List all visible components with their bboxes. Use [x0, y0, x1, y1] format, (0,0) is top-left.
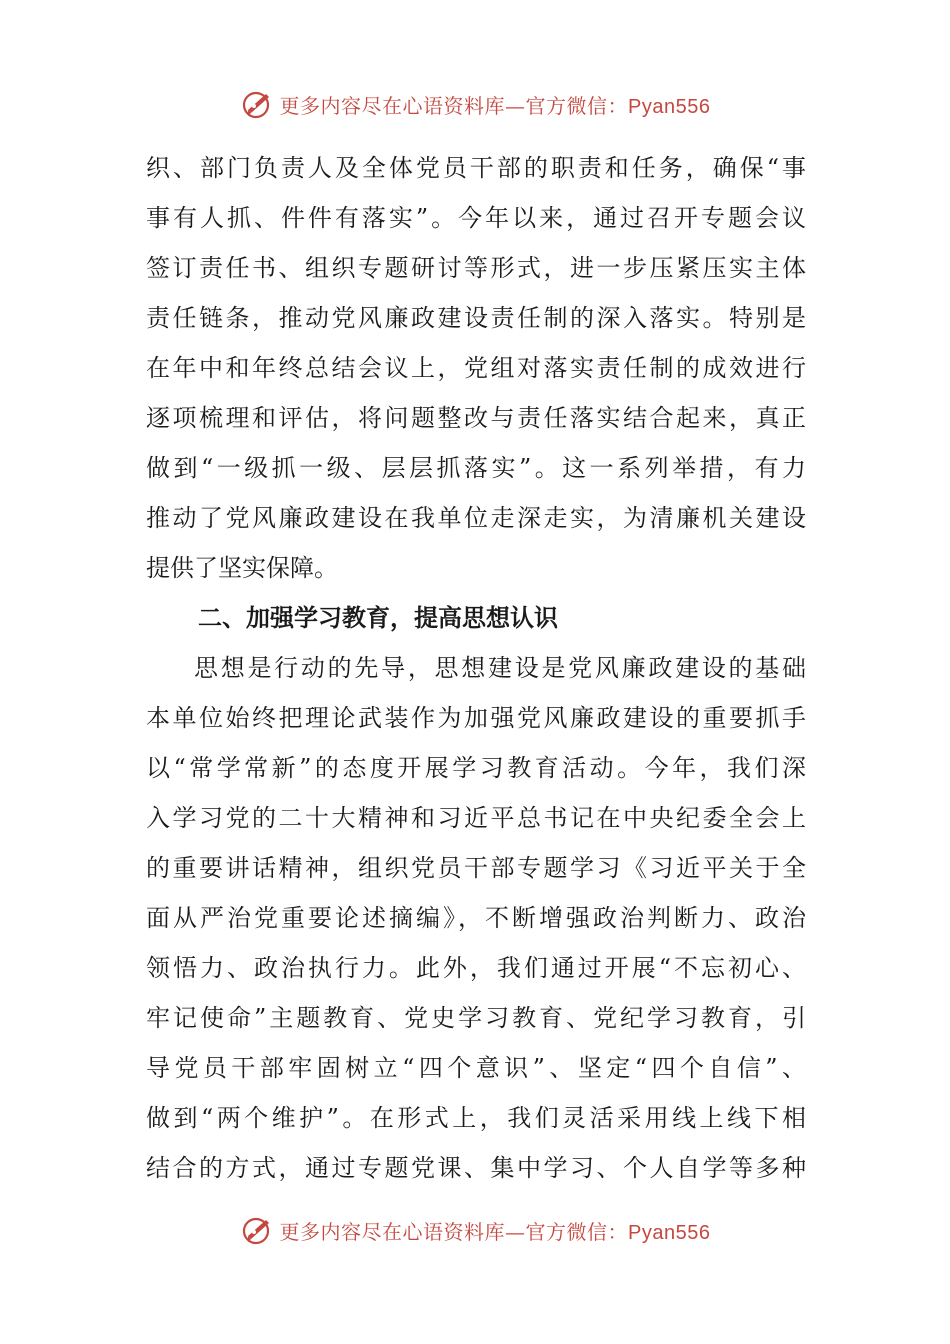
banner-wechat-id: Pyan556 [628, 1221, 711, 1244]
paragraph-line: 推动了党风廉政建设在我单位走深走实，为清廉机关建设 [146, 504, 806, 532]
paragraph-line: 做到“一级抓一级、层层抓落实”。这一系列举措，有力 [146, 454, 806, 482]
banner-slogan: 更多内容尽在心语资料库—官方微信： [279, 1219, 629, 1244]
pen-logo-icon [240, 1212, 276, 1248]
paragraph-line: 领悟力、政治执行力。此外，我们通过开展“不忘初心、 [146, 954, 806, 982]
paragraph-line: 面从严治党重要论述摘编》，不断增强政治判断力、政治 [146, 904, 806, 932]
paragraph-line: 织、部门负责人及全体党员干部的职责和任务，确保“事 [146, 154, 806, 182]
pen-logo-icon [240, 86, 276, 122]
paragraph-line: 的重要讲话精神，组织党员干部专题学习《习近平关于全 [146, 854, 806, 882]
footer-banner [0, 1210, 950, 1250]
paragraph-line: 思想是行动的先导，思想建设是党风廉政建设的基础 [194, 654, 806, 682]
banner-slogan: 更多内容尽在心语资料库—官方微信： [279, 93, 629, 118]
section-heading: 二、加强学习教育，提高思想认识 [198, 604, 558, 632]
paragraph-line: 事有人抓、件件有落实”。今年以来，通过召开专题会议 [146, 204, 806, 232]
header-banner [0, 84, 950, 124]
paragraph-line: 提供了坚实保障。 [146, 554, 338, 582]
paragraph-line: 导党员干部牢固树立“四个意识”、坚定“四个自信”、 [146, 1054, 806, 1082]
paragraph-line: 在年中和年终总结会议上，党组对落实责任制的成效进行 [146, 354, 806, 382]
banner-text [280, 1216, 711, 1245]
paragraph-line: 签订责任书、组织专题研讨等形式，进一步压紧压实主体 [146, 254, 806, 282]
paragraph-line: 入学习党的二十大精神和习近平总书记在中央纪委全会上 [146, 804, 806, 832]
paragraph-line: 以“常学常新”的态度开展学习教育活动。今年，我们深 [146, 754, 806, 782]
paragraph-line: 本单位始终把理论武装作为加强党风廉政建设的重要抓手 [146, 704, 806, 732]
paragraph-line: 逐项梳理和评估，将问题整改与责任落实结合起来，真正 [146, 404, 806, 432]
document-body [146, 143, 806, 1193]
paragraph-line: 结合的方式，通过专题党课、集中学习、个人自学等多种 [146, 1154, 806, 1182]
banner-wechat-id: Pyan556 [628, 95, 711, 118]
banner-text [280, 90, 711, 119]
paragraph-line: 牢记使命”主题教育、党史学习教育、党纪学习教育，引 [146, 1004, 806, 1032]
paragraph-line: 做到“两个维护”。在形式上，我们灵活采用线上线下相 [146, 1104, 806, 1132]
paragraph-line: 责任链条，推动党风廉政建设责任制的深入落实。特别是 [146, 304, 806, 332]
